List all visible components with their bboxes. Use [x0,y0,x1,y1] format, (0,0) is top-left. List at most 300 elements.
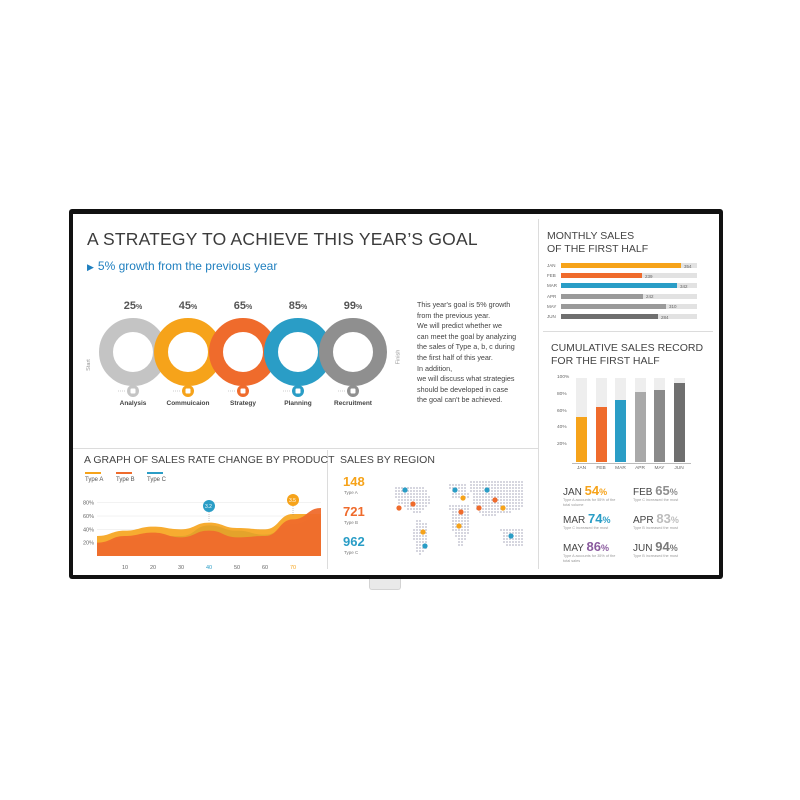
map-dot [518,490,520,492]
map-dot [413,511,415,513]
body-text-line: We will predict whether we [417,321,502,331]
map-dot [482,514,484,516]
legend-type-b [116,472,135,483]
triangle-bullet-icon: ▶ [87,262,94,272]
money-bag-icon-glyph [131,389,136,394]
bar-may [561,304,666,309]
map-dot [422,496,424,498]
map-dot [476,496,478,498]
bar-jun [561,314,658,319]
map-dot [515,508,517,510]
map-dot [464,514,466,516]
map-dot [512,529,514,531]
map-dot [467,508,469,510]
map-dot [479,484,481,486]
map-dot [473,502,475,504]
map-dot [416,487,418,489]
map-dot [458,541,460,543]
bar-apr [561,294,643,299]
map-dot [467,511,469,513]
world-map [383,472,533,564]
ring-1 [106,325,160,379]
x-tick: JUN [674,466,684,471]
map-dot [500,487,502,489]
map-dot [479,481,481,483]
y-tick: 80% [557,391,567,397]
map-dot [515,490,517,492]
map-dot [455,514,457,516]
bar-jan [561,263,681,268]
map-dot [419,520,421,522]
map-dot [464,511,466,513]
map-dot [464,490,466,492]
map-dot [455,484,457,486]
map-dot [404,505,406,507]
map-dot [503,496,505,498]
legend-swatch [85,472,101,474]
map-dot [461,523,463,525]
y-tick: 20% [83,540,95,547]
map-dot [518,529,520,531]
map-dot [509,511,511,513]
map-dot [458,493,460,495]
map-dot [416,496,418,498]
map-dot [503,529,505,531]
stat-suffix: % [669,487,678,497]
map-dot [503,490,505,492]
percentage-value: 25 [123,300,136,312]
map-dot [509,487,511,489]
map-dot [401,499,403,501]
map-dot [413,487,415,489]
map-dot [398,496,400,498]
map-dot [416,490,418,492]
y-tick: 80% [83,500,95,507]
map-dot [467,517,469,519]
map-pin-icon [458,509,463,514]
map-dot [428,499,430,501]
map-dot [479,493,481,495]
map-dot [452,520,454,522]
map-dot [422,502,424,504]
map-dot [515,502,517,504]
map-dot [521,490,523,492]
map-dot [419,541,421,543]
map-pin-icon [484,487,489,492]
map-dot [470,487,472,489]
body-text-line: This year's goal is 5% growth [417,300,511,309]
map-dot [410,508,412,510]
map-dot [503,511,505,513]
map-dot [482,502,484,504]
x-tick: 20 [150,565,157,571]
people-icon-glyph [186,389,191,394]
map-dot [482,511,484,513]
map-dot [506,541,508,543]
x-tick: 70 [290,565,297,571]
x-tick: APR [635,466,645,471]
map-dot [518,505,520,507]
map-dot [413,535,415,537]
map-dot [473,493,475,495]
bar-mar [561,283,677,288]
map-dot [419,508,421,510]
map-dot [416,508,418,510]
map-dot [419,523,421,525]
map-dot [425,541,427,543]
map-dot [512,508,514,510]
cumulative-bar-apr [635,392,646,462]
map-dot [398,493,400,495]
bar-feb [561,273,642,278]
map-dot [473,487,475,489]
bottom-divider [327,450,328,569]
map-dot [521,532,523,534]
map-dot [419,493,421,495]
map-dot [512,502,514,504]
map-dot [503,499,505,501]
map-dot [455,493,457,495]
map-dot [419,529,421,531]
map-dot [449,508,451,510]
region-title: SALES BY REGION [340,454,435,466]
map-dot [521,484,523,486]
map-dot [419,550,421,552]
map-dot [515,538,517,540]
map-dot [407,505,409,507]
map-dot [461,532,463,534]
map-dot [464,535,466,537]
map-dot [419,502,421,504]
map-dot [518,499,520,501]
map-dot [518,502,520,504]
monitor-icon-glyph [296,389,301,394]
map-dot [458,487,460,489]
map-dot [461,541,463,543]
map-dot [482,508,484,510]
map-dot [494,493,496,495]
map-dot [515,496,517,498]
map-dot [506,544,508,546]
map-dot [401,502,403,504]
map-dot [467,520,469,522]
map-dot [401,493,403,495]
map-dot [509,508,511,510]
map-dot [464,493,466,495]
map-dot [452,493,454,495]
map-dot [467,496,469,498]
map-dot [485,484,487,486]
map-dot [395,487,397,489]
map-dot [407,487,409,489]
map-dot [488,496,490,498]
percentage-value: 45 [178,300,191,312]
map-dot [509,544,511,546]
right-divider [543,331,713,332]
map-dot [512,532,514,534]
stat-description: Type B increased the most [633,526,678,530]
map-dot [419,553,421,555]
percentage-value: 85 [288,300,301,312]
percentage-suffix: % [246,304,253,311]
map-pin-icon [452,487,457,492]
map-dot [461,505,463,507]
map-dot [482,505,484,507]
map-dot [458,517,460,519]
step-label-analysis: Analysis [119,400,147,407]
map-dot [425,538,427,540]
map-dot [419,487,421,489]
body-text-line: the goal can't be achieved. [417,395,503,405]
map-pin-icon [402,487,407,492]
map-dot [497,496,499,498]
map-dot [461,493,463,495]
map-pin-icon [420,529,425,534]
legend-label: Type B [116,477,135,483]
map-dot [398,502,400,504]
map-dot [479,502,481,504]
map-pin-icon [422,543,427,548]
ring-option-label: Option 02 [229,350,257,356]
map-dot [485,493,487,495]
map-dot [512,484,514,486]
map-dot [422,508,424,510]
map-dot [500,499,502,501]
map-dot [491,481,493,483]
map-dot [506,481,508,483]
map-dot [416,523,418,525]
body-text-line: we will discuss what strategies [417,374,515,384]
map-dot [422,490,424,492]
map-dot [419,547,421,549]
map-dot [515,481,517,483]
map-dot [458,484,460,486]
map-dot [515,493,517,495]
map-dot [506,508,508,510]
legend-type-c [147,472,166,483]
map-dot [473,481,475,483]
map-dot [509,529,511,531]
stat-value: 86% [586,539,610,554]
map-dot [473,490,475,492]
bar-value: 310 [669,304,677,310]
map-dot [467,532,469,534]
map-dot [452,526,454,528]
map-dot [506,529,508,531]
map-dot [479,499,481,501]
map-dot [455,511,457,513]
map-dot [410,487,412,489]
map-dot [512,496,514,498]
bar-value: 342 [680,283,688,289]
map-dot [503,487,505,489]
map-dot [401,496,403,498]
x-tick: 60 [262,565,269,571]
map-dot [518,541,520,543]
map-dot [461,529,463,531]
map-dot [503,502,505,504]
map-dot [461,487,463,489]
stat-description: Type A accounts for 35% of the total sales [563,554,616,563]
map-dot [464,523,466,525]
stat-value: 54% [584,483,608,498]
map-dot [503,538,505,540]
map-dot [488,505,490,507]
stat-value: 74% [588,511,611,526]
map-dot [506,490,508,492]
map-dot [512,544,514,546]
map-dot [488,514,490,516]
map-dot [473,484,475,486]
map-dot [401,487,403,489]
map-dot [416,493,418,495]
y-tick: 20% [557,442,567,448]
map-pin-icon [492,497,497,502]
map-dot [488,484,490,486]
map-dot [518,508,520,510]
stat-suffix: % [669,543,678,553]
map-dot [491,514,493,516]
region-value: 962 [343,534,365,549]
x-tick: 30 [178,565,185,571]
map-dot [500,511,502,513]
map-dot [521,529,523,531]
map-dot [467,523,469,525]
map-dot [506,496,508,498]
map-dot [506,487,508,489]
map-dot [509,541,511,543]
region-type-label: Type B [344,520,359,525]
cumulative-bar-jun [674,383,685,462]
map-dot [479,496,481,498]
map-dot [479,511,481,513]
map-dot [509,484,511,486]
cumulative-bar-jan [576,417,587,462]
stat-month: APR [633,515,657,526]
map-dot [422,538,424,540]
map-dot [512,541,514,543]
map-dot [425,502,427,504]
map-dot [458,505,460,507]
clock-icon-glyph [241,389,246,394]
map-dot [458,538,460,540]
map-dot [518,538,520,540]
map-dot [452,508,454,510]
map-dot [395,496,397,498]
cumulative-bar-feb [596,407,607,462]
map-dot [506,493,508,495]
map-dot [503,493,505,495]
map-dot [491,511,493,513]
map-dot [515,535,517,537]
month-label: JUN [547,314,556,319]
map-dot [515,484,517,486]
map-dot [518,535,520,537]
map-pin-icon [396,505,401,510]
map-dot [521,535,523,537]
map-dot [476,487,478,489]
legend-label: Type A [85,477,104,483]
map-dot [413,508,415,510]
y-tick: 60% [557,408,567,414]
x-tick: MAY [654,466,665,471]
map-dot [461,520,463,522]
x-tick: 10 [122,565,129,571]
page-title: A STRATEGY TO ACHIEVE THIS YEAR’S GOAL [87,229,478,249]
stat-suffix: % [601,543,610,553]
map-dot [398,487,400,489]
map-dot [509,493,511,495]
sales-rate-chart [73,484,327,572]
map-dot [416,538,418,540]
map-dot [452,511,454,513]
bar-value: 284 [661,314,669,320]
stat-month: FEB [633,487,656,498]
map-dot [485,499,487,501]
map-dot [452,514,454,516]
map-dot [413,529,415,531]
map-dot [509,505,511,507]
percentage-1 [113,300,153,312]
y-tick: 60% [83,514,95,520]
map-dot [488,511,490,513]
map-pin-icon [508,533,513,538]
month-label: APR [547,293,557,299]
map-pin-icon [460,495,465,500]
map-dot [488,499,490,501]
map-dot [491,493,493,495]
percentage-suffix: % [301,304,308,311]
page-subtitle: ▶ 5% growth from the previous year [87,259,278,273]
x-tick: MAR [615,466,626,471]
map-dot [494,511,496,513]
map-dot [464,505,466,507]
cumulative-bar-may [654,390,665,462]
cumulative-bar-mar [615,400,626,462]
map-dot [449,484,451,486]
legend-swatch [116,472,132,474]
map-dot [506,499,508,501]
map-dot [455,529,457,531]
map-dot [497,487,499,489]
body-text-line: from the previous year. [417,310,491,320]
map-dot [494,481,496,483]
map-dot [419,496,421,498]
map-dot [470,481,472,483]
map-dot [506,532,508,534]
map-dot [416,499,418,501]
map-dot [398,499,400,501]
region-value: 721 [343,504,365,519]
map-dot [419,535,421,537]
map-dot [476,484,478,486]
map-dot [467,493,469,495]
map-dot [518,484,520,486]
map-dot [476,481,478,483]
map-dot [452,496,454,498]
map-dot [485,508,487,510]
map-dot [500,481,502,483]
stat-description: Type B increased the most [633,554,678,558]
stat-month: MAY [563,543,587,554]
map-dot [512,505,514,507]
map-dot [509,481,511,483]
x-tick: 40 [206,565,213,571]
stat-month: JUN [633,543,656,554]
map-dot [425,529,427,531]
map-dot [515,532,517,534]
percentage-value: 65 [233,300,246,312]
